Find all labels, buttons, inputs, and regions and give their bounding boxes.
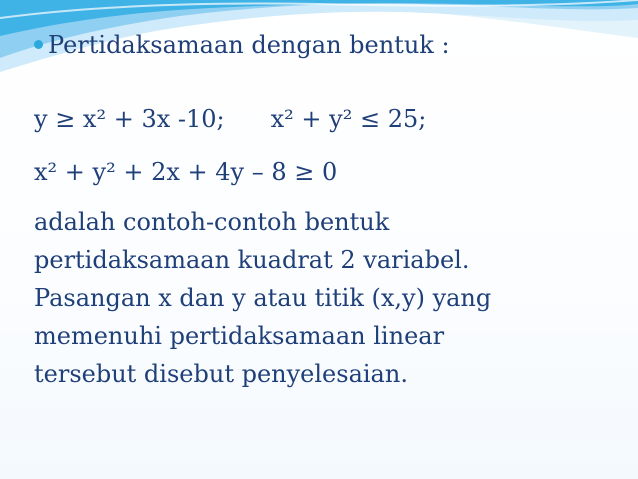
paragraph-line: Pasangan x dan y atau titik (x,y) yang: [34, 284, 492, 312]
equation-line-1: [34, 100, 614, 138]
paragraph-line: pertidaksamaan kuadrat 2 variabel.: [34, 246, 470, 274]
slide-body: [34, 26, 614, 393]
bullet-icon: [34, 40, 43, 49]
bullet-item: [34, 26, 614, 64]
equation-line-2: x² + y² + 2x + 4y – 8 ≥ 0: [34, 158, 338, 186]
bullet-text: Pertidaksamaan dengan bentuk :: [48, 31, 450, 59]
equation-1a: y ≥ x² + 3x -10;: [34, 105, 225, 133]
paragraph: [34, 203, 614, 393]
equation-1b: x² + y² ≤ 25;: [270, 105, 427, 133]
paragraph-line: memenuhi pertidaksamaan linear: [34, 322, 445, 350]
paragraph-line: tersebut disebut penyelesaian.: [34, 360, 408, 388]
paragraph-line: adalah contoh-contoh bentuk: [34, 208, 390, 236]
